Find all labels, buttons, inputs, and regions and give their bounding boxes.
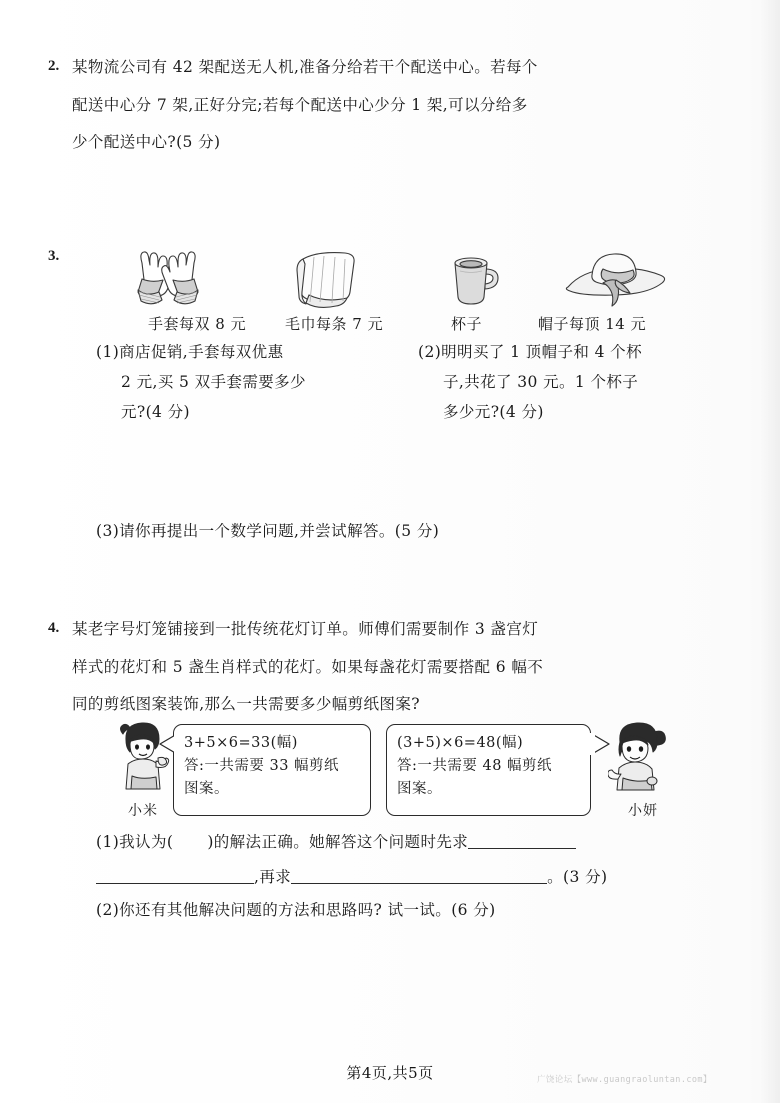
speech-bubble-xiaomi xyxy=(173,724,371,816)
question-4-line-2: 样式的花灯和 5 盏生肖样式的花灯。如果每盏花灯需要搭配 6 幅不 xyxy=(72,657,544,676)
question-4-line-3: 同的剪纸图案装饰,那么一共需要多少幅剪纸图案? xyxy=(72,695,420,713)
question-3-sub1-line-2: 2 元,买 5 双手套需要多少 xyxy=(121,373,306,391)
sub1-blank-3[interactable] xyxy=(291,868,547,884)
speech-bubble-xiaoyan xyxy=(386,724,591,816)
character-xiaoyan xyxy=(608,718,678,820)
question-2-line-1: 某物流公司有 42 架配送无人机,准备分给若干个配送中心。若每个 xyxy=(72,58,538,76)
hat-icon xyxy=(558,247,670,311)
good-item-cup xyxy=(438,247,508,311)
question-3-sub3: (3)请你再提出一个数学问题,并尝试解答。(5 分) xyxy=(96,522,440,540)
character-name-xiaoyan: 小妍 xyxy=(628,803,658,819)
question-2-line-3: 少个配送中心?(5 分) xyxy=(72,133,221,151)
question-3-sub2-line-1: (2)明明买了 1 顶帽子和 4 个杯 xyxy=(418,343,642,361)
question-4-sub2: (2)你还有其他解决问题的方法和思路吗? 试一试。(6 分) xyxy=(96,901,496,919)
bubble-xiaomi-line-1: 3+5×6=33(幅) xyxy=(184,735,298,751)
bubble-xiaomi-line-3: 图案。 xyxy=(184,780,229,797)
bubble-xiaoyan-line-3: 图案。 xyxy=(397,780,442,797)
question-3-sub2-line-2: 子,共花了 30 元。1 个杯子 xyxy=(443,373,639,391)
sub1-text-before: (1)我认为( xyxy=(96,833,174,851)
good-item-towel xyxy=(283,245,375,311)
good-item-gloves xyxy=(120,245,216,311)
good-label-gloves: 手套每双 8 元 xyxy=(148,315,247,333)
sub1-text-mid: ,再求 xyxy=(254,868,292,886)
question-4-sub1-line-2 xyxy=(96,868,607,886)
good-label-hat: 帽子每顶 14 元 xyxy=(538,315,647,333)
goods-label-row xyxy=(98,313,738,335)
question-3-sub1-line-3: 元?(4 分) xyxy=(121,403,190,421)
good-item-hat xyxy=(558,247,670,311)
page-number: 第4页,共5页 xyxy=(346,1064,434,1082)
towel-icon xyxy=(283,245,375,311)
bubble-xiaoyan-line-2: 答:一共需要 48 幅剪纸 xyxy=(397,757,553,774)
question-4-body xyxy=(48,620,748,919)
question-2-number: 2. xyxy=(48,58,60,74)
forum-watermark: 广饶论坛【www.guangraoluntan.com】 xyxy=(537,1075,712,1085)
question-3-sub1-line-1: (1)商店促销,手套每双优惠 xyxy=(96,343,284,361)
bubble-xiaoyan-line-1: (3+5)×6=48(幅) xyxy=(397,735,524,751)
cup-icon xyxy=(438,247,508,311)
sub1-text-after: )的解法正确。她解答这个问题时先求 xyxy=(207,833,469,851)
girl-bun-icon xyxy=(608,718,678,794)
question-4-sub1-line-1 xyxy=(96,833,576,851)
good-label-cup: 杯子 xyxy=(451,315,483,333)
scan-edge-shadow xyxy=(760,0,780,1103)
speech-bubble-tail-left xyxy=(157,732,179,758)
question-2-line-2: 配送中心分 7 架,正好分完;若每个配送中心少分 1 架,可以分给多 xyxy=(72,95,528,114)
question-4-number: 4. xyxy=(48,620,60,636)
good-label-towel: 毛巾每条 7 元 xyxy=(285,315,384,333)
sub1-blank-2[interactable] xyxy=(96,868,254,884)
speech-bubble-row xyxy=(108,722,768,822)
question-3-sub2-line-3: 多少元?(4 分) xyxy=(443,403,544,421)
goods-illustration-row xyxy=(108,243,708,311)
character-name-xiaomi: 小米 xyxy=(128,803,158,819)
sub1-text-end: 。(3 分) xyxy=(547,868,608,886)
bubble-xiaomi-line-2: 答:一共需要 33 幅剪纸 xyxy=(184,757,340,774)
gloves-icon xyxy=(120,245,216,311)
question-3-number: 3. xyxy=(48,248,60,264)
sub1-blank-1[interactable] xyxy=(468,833,576,849)
question-2-body xyxy=(48,60,738,173)
question-4-line-1: 某老字号灯笼铺接到一批传统花灯订单。师傅们需要制作 3 盏宫灯 xyxy=(72,620,539,638)
